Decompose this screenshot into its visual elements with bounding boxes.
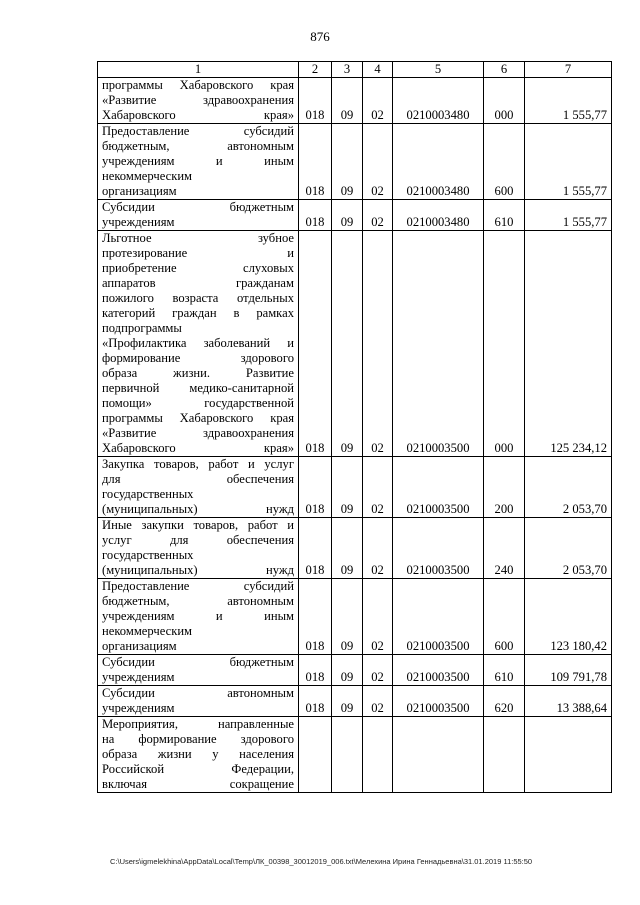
table-row (98, 686, 612, 717)
row-name-line: образа жизни у населения (102, 747, 294, 761)
row-name-line: Субсидии автономным (102, 686, 294, 700)
code-rz: 09 (332, 655, 363, 686)
row-name-line: «Развитие здравоохранения (102, 426, 294, 440)
row-name-line: учреждениям и иным (102, 154, 294, 168)
amount: 1 555,77 (525, 200, 612, 231)
code-pr: 02 (363, 686, 393, 717)
code-pr: 02 (363, 655, 393, 686)
column-header: 7 (525, 62, 612, 78)
column-header: 3 (332, 62, 363, 78)
table-row (98, 231, 612, 457)
code-pr: 02 (363, 78, 393, 124)
row-name-line: программы Хабаровского края (102, 78, 294, 92)
column-header: 2 (299, 62, 332, 78)
row-name-line: (муниципальных) нужд (102, 502, 294, 516)
row-name-line: на формирование здорового (102, 732, 294, 746)
row-name (98, 231, 299, 457)
code-rz: 09 (332, 200, 363, 231)
code-csr: 0210003500 (393, 579, 484, 655)
row-name-line: Субсидии бюджетным (102, 655, 294, 669)
table-row (98, 655, 612, 686)
table-row (98, 124, 612, 200)
code-csr (393, 717, 484, 793)
code-csr: 0210003500 (393, 231, 484, 457)
row-name-line: (муниципальных) нужд (102, 563, 294, 577)
code-gr: 018 (299, 518, 332, 579)
column-header: 6 (484, 62, 525, 78)
code-gr: 018 (299, 686, 332, 717)
budget-table (97, 61, 612, 793)
row-name-line: подпрограммы (102, 321, 182, 335)
row-name (98, 78, 299, 124)
row-name-line: государственных (102, 548, 194, 562)
amount: 123 180,42 (525, 579, 612, 655)
code-vr: 610 (484, 655, 525, 686)
amount: 2 053,70 (525, 518, 612, 579)
table-row (98, 200, 612, 231)
row-name (98, 717, 299, 793)
code-gr: 018 (299, 457, 332, 518)
row-name-line: бюджетным, автономным (102, 594, 294, 608)
amount: 13 388,64 (525, 686, 612, 717)
row-name-line: учреждениям (102, 670, 175, 684)
row-name-line: Хабаровского края» (102, 108, 294, 122)
row-name-line: протезирование и (102, 246, 294, 260)
row-name-line: организациям (102, 639, 177, 653)
row-name-line: Российской Федерации, (102, 762, 294, 776)
code-vr: 000 (484, 231, 525, 457)
row-name (98, 200, 299, 231)
row-name-line: Льготное зубное (102, 231, 294, 245)
code-csr: 0210003500 (393, 518, 484, 579)
row-name (98, 579, 299, 655)
amount: 109 791,78 (525, 655, 612, 686)
row-name-line: аппаратов гражданам (102, 276, 294, 290)
row-name-line: Хабаровского края» (102, 441, 294, 455)
row-name (98, 457, 299, 518)
amount (525, 717, 612, 793)
row-name-line: Иные закупки товаров, работ и (102, 518, 294, 532)
column-header: 5 (393, 62, 484, 78)
code-csr: 0210003480 (393, 78, 484, 124)
code-vr: 240 (484, 518, 525, 579)
code-csr: 0210003500 (393, 686, 484, 717)
row-name-line: образа жизни. Развитие (102, 366, 294, 380)
code-csr: 0210003500 (393, 457, 484, 518)
code-rz: 09 (332, 231, 363, 457)
row-name-line: «Развитие здравоохранения (102, 93, 294, 107)
row-name-line: формирование здорового (102, 351, 294, 365)
row-name-line: «Профилактика заболеваний и (102, 336, 294, 350)
code-gr: 018 (299, 655, 332, 686)
row-name (98, 518, 299, 579)
code-gr: 018 (299, 231, 332, 457)
code-rz: 09 (332, 579, 363, 655)
code-rz: 09 (332, 518, 363, 579)
code-pr: 02 (363, 579, 393, 655)
code-csr: 0210003500 (393, 655, 484, 686)
row-name-line: включая сокращение (102, 777, 294, 791)
code-pr: 02 (363, 124, 393, 200)
row-name-line: услуг для обеспечения (102, 533, 294, 547)
row-name-line: бюджетным, автономным (102, 139, 294, 153)
column-header-row (98, 62, 612, 78)
code-vr: 600 (484, 124, 525, 200)
code-pr: 02 (363, 518, 393, 579)
amount: 1 555,77 (525, 124, 612, 200)
row-name-line: государственных (102, 487, 194, 501)
row-name-line: Предоставление субсидий (102, 579, 294, 593)
code-vr: 000 (484, 78, 525, 124)
table-row (98, 518, 612, 579)
row-name-line: Закупка товаров, работ и услуг (102, 457, 294, 471)
row-name-line: для обеспечения (102, 472, 294, 486)
row-name-line: приобретение слуховых (102, 261, 294, 275)
row-name-line: Субсидии бюджетным (102, 200, 294, 214)
row-name (98, 124, 299, 200)
table-row (98, 579, 612, 655)
code-rz: 09 (332, 457, 363, 518)
code-vr (484, 717, 525, 793)
row-name-line: категорий граждан в рамках (102, 306, 294, 320)
amount: 125 234,12 (525, 231, 612, 457)
code-pr (363, 717, 393, 793)
row-name-line: пожилого возраста отдельных (102, 291, 294, 305)
code-vr: 620 (484, 686, 525, 717)
row-name (98, 686, 299, 717)
table-row (98, 717, 612, 793)
code-rz: 09 (332, 78, 363, 124)
row-name-line: некоммерческим (102, 169, 193, 183)
code-pr: 02 (363, 457, 393, 518)
page-number: 876 (310, 29, 330, 44)
column-header: 1 (98, 62, 299, 78)
row-name-line: помощи» государственной (102, 396, 294, 410)
row-name-line: учреждениям (102, 701, 175, 715)
file-path-footer: C:\Users\igmelekhina\AppData\Local\Temp\ЛК_00398_30012019_006.txt\Мелехина Ирина Геннадьевна\31.01.2019 11:55:50 (110, 857, 533, 866)
row-name-line: некоммерческим (102, 624, 193, 638)
row-name-line: учреждениям и иным (102, 609, 294, 623)
code-rz (332, 717, 363, 793)
code-pr: 02 (363, 231, 393, 457)
row-name-line: учреждениям (102, 215, 175, 229)
row-name (98, 655, 299, 686)
code-vr: 200 (484, 457, 525, 518)
code-vr: 610 (484, 200, 525, 231)
code-csr: 0210003480 (393, 124, 484, 200)
code-gr: 018 (299, 579, 332, 655)
code-rz: 09 (332, 124, 363, 200)
row-name-line: первичной медико-санитарной (102, 381, 294, 395)
code-gr: 018 (299, 78, 332, 124)
row-name-line: организациям (102, 184, 177, 198)
code-gr (299, 717, 332, 793)
code-gr: 018 (299, 200, 332, 231)
table-row (98, 457, 612, 518)
column-header: 4 (363, 62, 393, 78)
amount: 1 555,77 (525, 78, 612, 124)
amount: 2 053,70 (525, 457, 612, 518)
row-name-line: Мероприятия, направленные (102, 717, 294, 731)
code-vr: 600 (484, 579, 525, 655)
row-name-line: Предоставление субсидий (102, 124, 294, 138)
code-pr: 02 (363, 200, 393, 231)
row-name-line: программы Хабаровского края (102, 411, 294, 425)
code-rz: 09 (332, 686, 363, 717)
code-gr: 018 (299, 124, 332, 200)
code-csr: 0210003480 (393, 200, 484, 231)
table-row (98, 78, 612, 124)
